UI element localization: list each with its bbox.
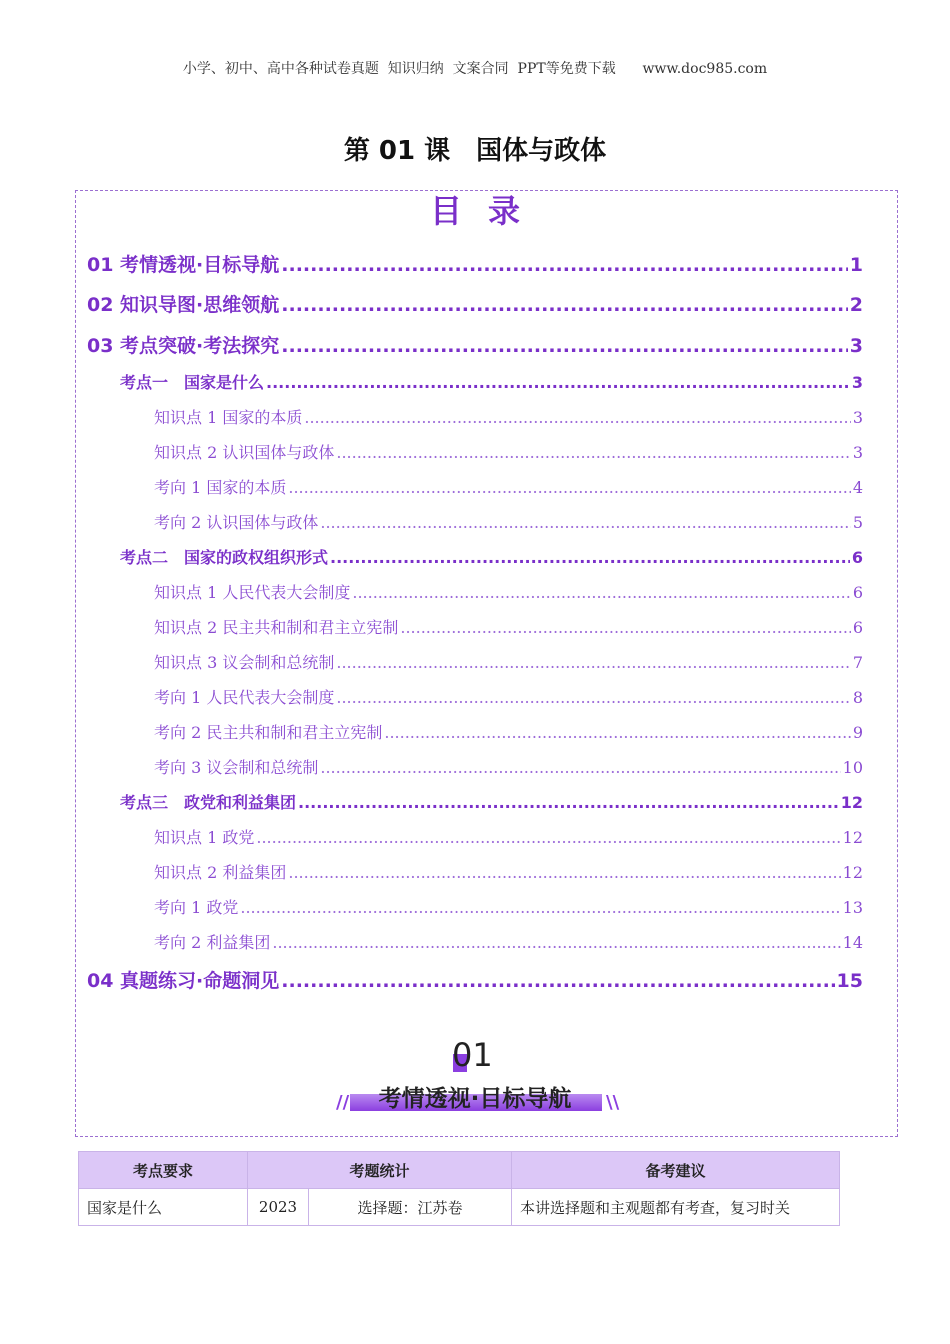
toc-entry[interactable] [154,475,863,498]
toc-leader-dots [336,688,850,707]
toc-entry[interactable] [87,331,863,358]
section-title: 考情透视·目标导航 [378,1086,572,1112]
toc-entry-label: 考向 2 民主共和制和君主立宪制 [154,723,383,742]
toc-entry-label: 考向 2 利益集团 [154,933,271,952]
toc-entry-page: 7 [852,653,863,672]
toc-entry-page: 3 [852,443,863,462]
cell-requirement: 国家是什么 [79,1189,248,1226]
toc-entry-page: 6 [852,583,863,602]
toc-leader-dots [281,294,847,316]
toc-entry-label: 知识点 2 认识国体与政体 [154,443,335,462]
toc-entry-label: 知识点 2 民主共和制和君主立宪制 [154,618,399,637]
toc-entry[interactable] [120,370,863,393]
slash-left-icon: // [336,1092,350,1113]
cell-year: 2023 [248,1189,309,1226]
toc-entry-page: 3 [851,373,863,392]
toc-entry[interactable] [154,650,863,673]
toc-entry[interactable] [87,290,863,317]
table-header-row [79,1152,840,1189]
toc-entry[interactable] [154,860,863,883]
toc-entry[interactable] [154,615,863,638]
toc-entry-page: 5 [852,513,863,532]
toc-entry-page: 1 [849,254,863,276]
toc-entry-label: 考向 2 认识国体与政体 [154,513,319,532]
document-title: 第 01 课 国体与政体 [343,136,607,166]
page-header: 小学、初中、高中各种试卷真题 知识归纳 文案合同 PPT等免费下载 www.doc985.com [182,61,768,77]
toc-leader-dots [272,933,840,952]
toc-entry[interactable] [120,790,863,813]
column-header-requirement: 考点要求 [79,1152,248,1189]
toc-entry-label: 考向 1 国家的本质 [154,478,287,497]
toc-leader-dots [288,863,840,882]
toc-leader-dots [336,443,850,462]
toc-entry-page: 9 [852,723,863,742]
toc-leader-dots [320,758,840,777]
toc-entry[interactable] [154,685,863,708]
toc-entry-label: 考向 3 议会制和总统制 [154,758,319,777]
toc-leader-dots [240,898,840,917]
toc-entry-page: 10 [842,758,863,777]
toc-leader-dots [266,373,850,392]
toc-leader-dots [320,513,850,532]
toc-leader-dots [384,723,850,742]
toc-entry-page: 14 [842,933,863,952]
toc-entry-page: 12 [842,863,863,882]
cell-advice: 本讲选择题和主观题都有考查，复习时关 [512,1189,840,1226]
toc-entry-label: 知识点 1 国家的本质 [154,408,303,427]
toc-leader-dots [304,408,850,427]
toc-entry[interactable] [154,440,863,463]
toc-entry[interactable] [154,405,863,428]
toc-entry[interactable] [154,755,863,778]
toc-entry-page: 3 [852,408,863,427]
toc-entry-page: 15 [836,970,863,992]
toc-entry-page: 6 [851,548,863,567]
column-header-advice: 备考建议 [512,1152,840,1189]
toc-entry-label: 03 考点突破·考法探究 [87,335,280,357]
toc-entry-page: 8 [852,688,863,707]
toc-entry[interactable] [87,966,863,993]
toc-entry[interactable] [154,580,863,603]
toc-leader-dots [330,548,850,567]
table-row [79,1189,840,1226]
toc-entry-label: 考点三 政党和利益集团 [120,793,297,812]
toc-leader-dots [298,793,839,812]
toc-entry[interactable] [154,510,863,533]
toc-entry[interactable] [154,720,863,743]
toc-entry-label: 01 考情透视·目标导航 [87,254,280,276]
toc-entry[interactable] [120,545,863,568]
toc-entry-label: 知识点 1 人民代表大会制度 [154,583,351,602]
slash-right-icon: \\ [606,1092,620,1113]
toc-entry-page: 2 [849,294,863,316]
toc-leader-dots [400,618,850,637]
toc-entry-label: 考向 1 人民代表大会制度 [154,688,335,707]
cell-question: 选择题：江苏卷 [309,1189,512,1226]
section-number: 01 [452,1036,493,1074]
toc-entry-label: 知识点 1 政党 [154,828,255,847]
toc-leader-dots [281,970,834,992]
toc-entry-label: 考点二 国家的政权组织形式 [120,548,329,567]
toc-entry-label: 考向 1 政党 [154,898,239,917]
column-header-statistics: 考题统计 [248,1152,512,1189]
toc-leader-dots [352,583,850,602]
toc-leader-dots [281,254,847,276]
toc-entry-label: 知识点 3 议会制和总统制 [154,653,335,672]
toc-leader-dots [256,828,840,847]
toc-entry-label: 02 知识导图·思维领航 [87,294,280,316]
toc-entry-page: 12 [840,793,863,812]
toc-entry[interactable] [154,825,863,848]
toc-entry-page: 4 [852,478,863,497]
toc-entry-label: 知识点 2 利益集团 [154,863,287,882]
toc-leader-dots [281,335,847,357]
toc-entry[interactable] [87,250,863,277]
toc-entry-label: 04 真题练习·命题洞见 [87,970,280,992]
toc-entry-page: 12 [842,828,863,847]
toc-entry-label: 考点一 国家是什么 [120,373,265,392]
toc-entry-page: 3 [849,335,863,357]
toc-entry[interactable] [154,895,863,918]
toc-entry-page: 6 [852,618,863,637]
toc-leader-dots [336,653,850,672]
toc-entry-page: 13 [842,898,863,917]
exam-overview-table [78,1151,840,1226]
toc-heading: 目录 [429,192,546,230]
toc-leader-dots [288,478,850,497]
toc-entry[interactable] [154,930,863,953]
